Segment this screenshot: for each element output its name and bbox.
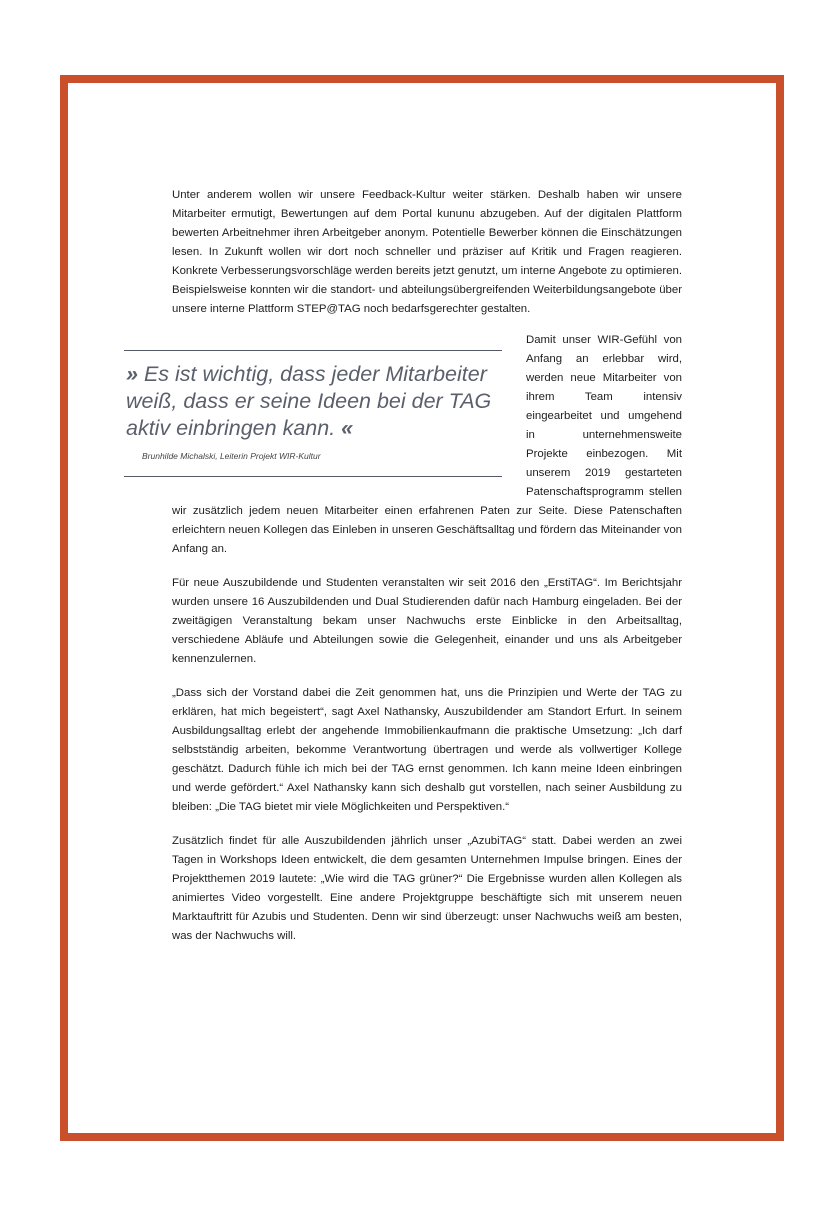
pull-quote-author: Brunhilde Michalski, Leiterin Projekt WIR-Kultur xyxy=(142,451,321,461)
paragraph-azubitag: Zusätzlich findet für alle Auszubildenden jährlich unser „AzubiTAG“ statt. Dabei werden an zwei Tagen in Workshops Ideen entwickelt, die dem gesamten Unternehmen Impulse bringen. Eines der Projektthemen 2019 lautete: „Wie wird die TAG grüner?“ Die Ergebnisse wurden allen Kollegen als animiertes Video vorgestellt. Eine andere Projektgruppe beschäftigte sich mit unserem neuen Marktauftritt für Azubis und Studenten. Denn wir sind überzeugt: unser Nachwuchs weiß am besten, was der Nachwuchs will. xyxy=(172,835,682,942)
pull-quote-text xyxy=(124,361,502,442)
paragraph-testimonial: „Dass sich der Vorstand dabei die Zeit genommen hat, uns die Prinzipien und Werte der TAG zu erklären, hat mich begeistert“, sagt Axel Nathansky, Auszubildender am Standort Erfurt. In seinem Ausbildungsalltag erlebt der angehende Immobilienkaufmann die praktische Umsetzung: „Ich darf selbstständig arbeiten, bekomme Verantwortung übertragen und werde als vollwertiger Kollege geschätzt. Dadurch fühle ich mich bei der TAG ernst genommen. Ich kann meine Ideen einbringen und werde gefördert.“ Axel Nathansky kann sich deshalb gut vorstellen, nach seiner Ausbildung zu bleiben: „Die TAG bietet mir viele Möglichkeiten und Perspektiven.“ xyxy=(172,687,682,813)
quote-body: Es ist wichtig, dass jeder Mitarbeiter weiß, dass er seine Ideen bei der TAG aktiv einbringen kann. xyxy=(126,362,492,440)
quote-close-mark: « xyxy=(341,416,354,440)
paragraph-onboarding: Damit unser WIR-Gefühl von Anfang an erlebbar wird, werden neue Mitarbeiter von ihrem Team intensiv eingearbeitet und umgehend in unternehmensweite Projekte einbezogen. Mit unserem 2019 gestarteten Patenschaftsprogramm stellen wir zusätzlich jedem neuen Mitarbeiter einen erfahrenen Paten zur Seite. Diese Patenschaften erleichtern neuen Kollegen das Einleben in unseren Geschäftsalltag und fördern das Miteinander von Anfang an. xyxy=(172,334,682,555)
quote-open-mark: » xyxy=(126,362,138,386)
paragraph-feedback-culture: Unter anderem wollen wir unsere Feedback-Kultur weiter stärken. Deshalb haben wir unsere Mitarbeiter ermutigt, Bewertungen auf dem Portal kununu abzugeben. Auf der digitalen Plattform bewerten Arbeitnehmer ihren Arbeitgeber anonym. Potentielle Bewerber können die Einschätzungen lesen. In Zukunft wollen wir dort noch schneller und präziser auf Kritik und Fragen reagieren. Konkrete Verbesserungsvorschläge werden bereits jetzt genutzt, um interne Angebote zu optimieren. Beispielsweise konnten wir die standort- und abteilungsübergreifenden Weiterbildungsangebote über unsere interne Plattform STEP@TAG noch bedarfsgerechter gestalten. xyxy=(172,189,682,315)
paragraph-erstitag: Für neue Auszubildende und Studenten veranstalten wir seit 2016 den „ErstiTAG“. Im Berichtsjahr wurden unsere 16 Auszubildenden und Dual Studierenden dafür nach Hamburg eingeladen. Bei der zweitägigen Veranstaltung bekam unser Nachwuchs erste Einblicke in den Arbeitsalltag, verschiedene Abläufe und Abteilungen sowie die Gelegenheit, einander und uns als Arbeitgeber kennenzulernen. xyxy=(172,577,682,665)
document-body xyxy=(126,186,682,946)
pull-quote xyxy=(124,350,502,477)
